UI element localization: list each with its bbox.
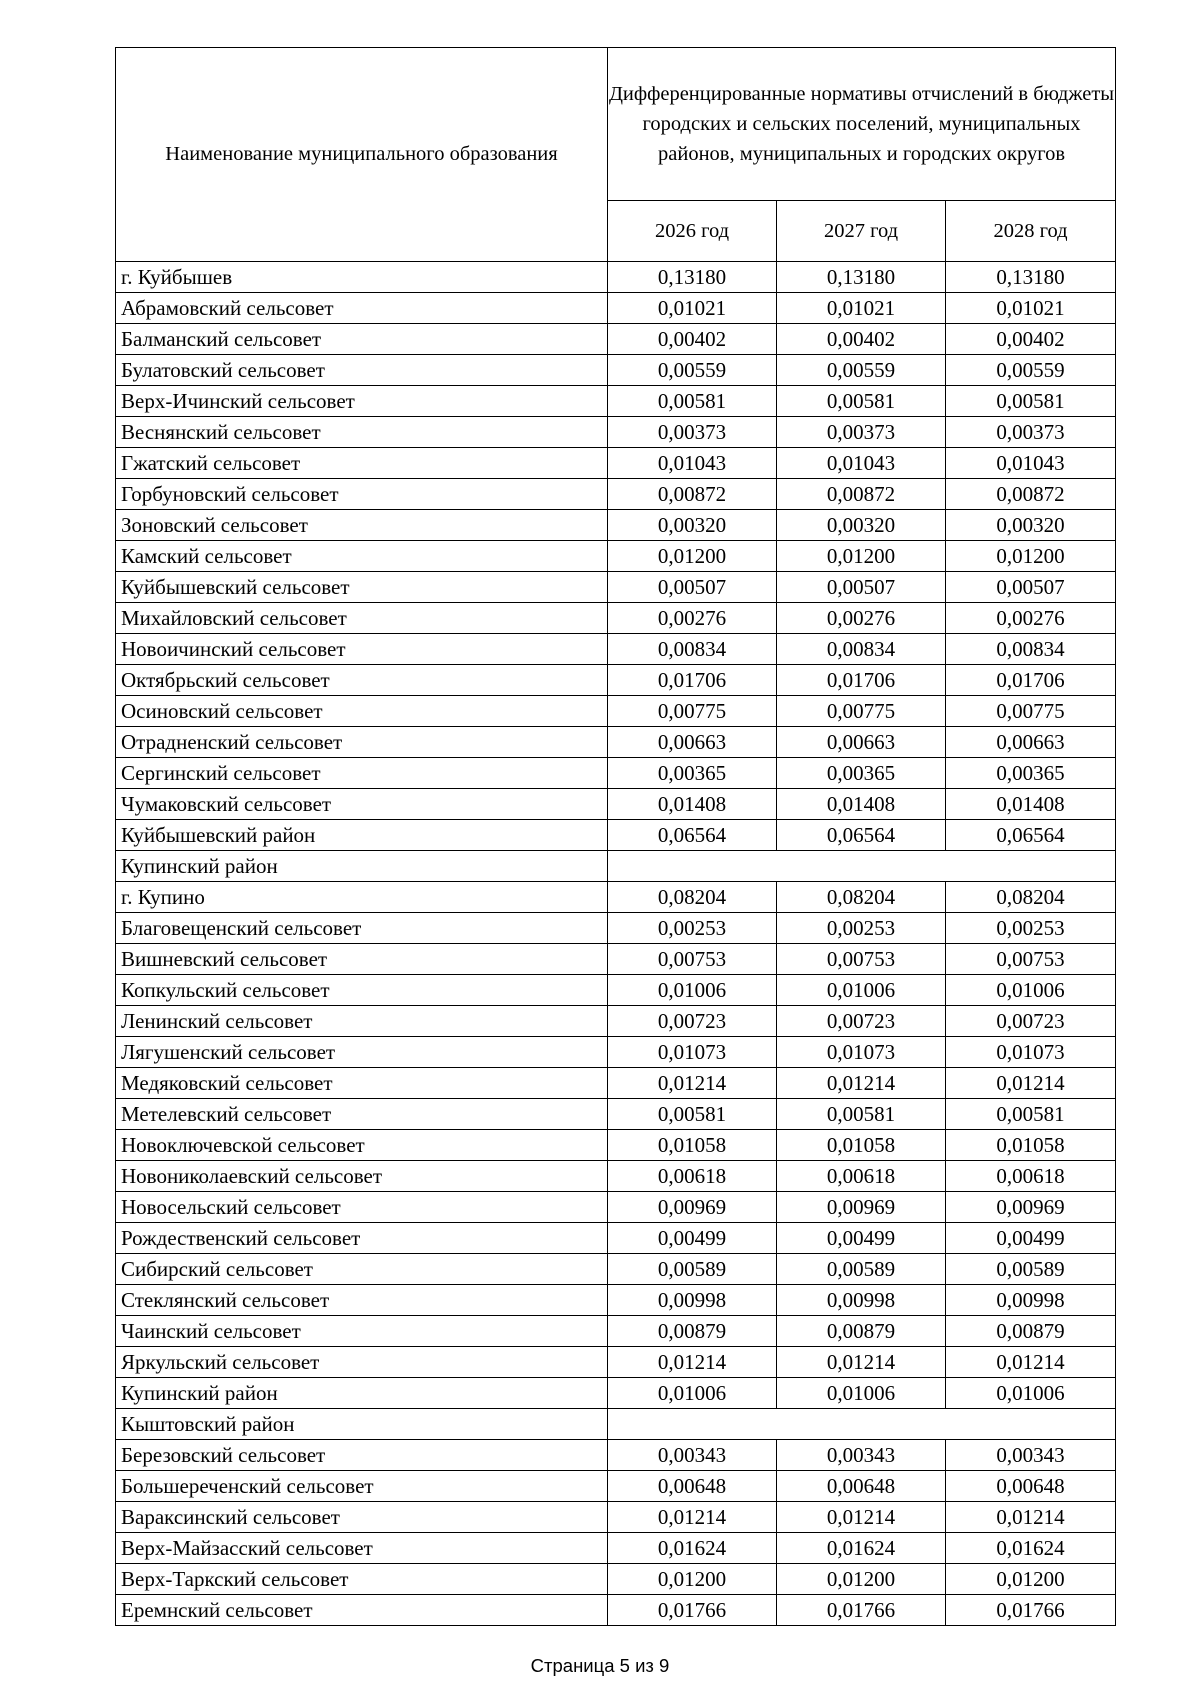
value-2028: 0,01624 bbox=[946, 1533, 1116, 1564]
value-2026: 0,01200 bbox=[608, 541, 777, 572]
table-row bbox=[116, 417, 1116, 448]
municipality-name: Сибирский сельсовет bbox=[116, 1254, 608, 1285]
municipality-name: Рождественский сельсовет bbox=[116, 1223, 608, 1254]
municipality-name: Куйбышевский район bbox=[116, 820, 608, 851]
value-2026: 0,06564 bbox=[608, 820, 777, 851]
table-row bbox=[116, 882, 1116, 913]
value-2027: 0,01043 bbox=[777, 448, 946, 479]
municipality-name: Михайловский сельсовет bbox=[116, 603, 608, 634]
municipality-name: Большереченский сельсовет bbox=[116, 1471, 608, 1502]
value-2027: 0,01214 bbox=[777, 1068, 946, 1099]
value-2027: 0,01058 bbox=[777, 1130, 946, 1161]
value-2026: 0,00872 bbox=[608, 479, 777, 510]
value-2028: 0,00402 bbox=[946, 324, 1116, 355]
table-row bbox=[116, 1502, 1116, 1533]
value-2026: 0,00320 bbox=[608, 510, 777, 541]
municipality-name: Новосельский сельсовет bbox=[116, 1192, 608, 1223]
value-2027: 0,00998 bbox=[777, 1285, 946, 1316]
value-2026: 0,01021 bbox=[608, 293, 777, 324]
value-2027: 0,00581 bbox=[777, 386, 946, 417]
value-2028: 0,06564 bbox=[946, 820, 1116, 851]
municipality-name: г. Купино bbox=[116, 882, 608, 913]
value-2026: 0,01706 bbox=[608, 665, 777, 696]
table-row bbox=[116, 944, 1116, 975]
value-2027: 0,00276 bbox=[777, 603, 946, 634]
value-2026: 0,00998 bbox=[608, 1285, 777, 1316]
section-row bbox=[116, 851, 1116, 882]
table-row bbox=[116, 975, 1116, 1006]
municipality-name: Еремнский сельсовет bbox=[116, 1595, 608, 1626]
table-row bbox=[116, 510, 1116, 541]
value-2028: 0,00507 bbox=[946, 572, 1116, 603]
value-2027: 0,00872 bbox=[777, 479, 946, 510]
value-2027: 0,00663 bbox=[777, 727, 946, 758]
table-row bbox=[116, 541, 1116, 572]
municipality-name: Лягушенский сельсовет bbox=[116, 1037, 608, 1068]
value-2026: 0,00648 bbox=[608, 1471, 777, 1502]
value-2027: 0,01073 bbox=[777, 1037, 946, 1068]
value-2026: 0,00276 bbox=[608, 603, 777, 634]
value-2026: 0,00969 bbox=[608, 1192, 777, 1223]
value-2028: 0,00872 bbox=[946, 479, 1116, 510]
table-row bbox=[116, 572, 1116, 603]
municipality-name: Новониколаевский сельсовет bbox=[116, 1161, 608, 1192]
value-2028: 0,00581 bbox=[946, 386, 1116, 417]
table-row bbox=[116, 448, 1116, 479]
municipality-name: Копкульский сельсовет bbox=[116, 975, 608, 1006]
table-row bbox=[116, 1564, 1116, 1595]
table-row bbox=[116, 293, 1116, 324]
municipality-name: Новоичинский сельсовет bbox=[116, 634, 608, 665]
value-2027: 0,13180 bbox=[777, 262, 946, 293]
value-2026: 0,00343 bbox=[608, 1440, 777, 1471]
value-2026: 0,00499 bbox=[608, 1223, 777, 1254]
value-2026: 0,01766 bbox=[608, 1595, 777, 1626]
value-2028: 0,00879 bbox=[946, 1316, 1116, 1347]
value-2027: 0,00320 bbox=[777, 510, 946, 541]
table-row bbox=[116, 603, 1116, 634]
value-2028: 0,00723 bbox=[946, 1006, 1116, 1037]
value-2028: 0,00253 bbox=[946, 913, 1116, 944]
value-2028: 0,00559 bbox=[946, 355, 1116, 386]
value-2027: 0,00402 bbox=[777, 324, 946, 355]
value-2028: 0,00343 bbox=[946, 1440, 1116, 1471]
value-2027: 0,01200 bbox=[777, 1564, 946, 1595]
value-2028: 0,01214 bbox=[946, 1502, 1116, 1533]
value-2026: 0,01214 bbox=[608, 1502, 777, 1533]
value-2027: 0,00253 bbox=[777, 913, 946, 944]
table-row bbox=[116, 1130, 1116, 1161]
table-row bbox=[116, 758, 1116, 789]
value-2027: 0,01766 bbox=[777, 1595, 946, 1626]
value-2026: 0,00618 bbox=[608, 1161, 777, 1192]
header-year-2026: 2026 год bbox=[608, 201, 777, 262]
municipality-name: Гжатский сельсовет bbox=[116, 448, 608, 479]
value-2028: 0,01021 bbox=[946, 293, 1116, 324]
table-row bbox=[116, 634, 1116, 665]
value-2027: 0,01408 bbox=[777, 789, 946, 820]
value-2026: 0,00253 bbox=[608, 913, 777, 944]
value-2028: 0,01214 bbox=[946, 1347, 1116, 1378]
value-2028: 0,01006 bbox=[946, 1378, 1116, 1409]
value-2027: 0,01021 bbox=[777, 293, 946, 324]
value-2026: 0,01006 bbox=[608, 1378, 777, 1409]
table-row bbox=[116, 1378, 1116, 1409]
value-2027: 0,00343 bbox=[777, 1440, 946, 1471]
municipality-name: Березовский сельсовет bbox=[116, 1440, 608, 1471]
value-2028: 0,00969 bbox=[946, 1192, 1116, 1223]
value-2026: 0,01058 bbox=[608, 1130, 777, 1161]
section-empty-cell bbox=[608, 851, 1116, 882]
municipality-name: Чаинский сельсовет bbox=[116, 1316, 608, 1347]
value-2027: 0,00834 bbox=[777, 634, 946, 665]
value-2027: 0,00723 bbox=[777, 1006, 946, 1037]
table-row bbox=[116, 665, 1116, 696]
municipality-name: г. Куйбышев bbox=[116, 262, 608, 293]
table-row bbox=[116, 262, 1116, 293]
table-row bbox=[116, 355, 1116, 386]
table-row bbox=[116, 696, 1116, 727]
value-2028: 0,00834 bbox=[946, 634, 1116, 665]
municipality-name: Новоключевской сельсовет bbox=[116, 1130, 608, 1161]
municipality-name: Зоновский сельсовет bbox=[116, 510, 608, 541]
value-2026: 0,01073 bbox=[608, 1037, 777, 1068]
municipality-name: Осиновский сельсовет bbox=[116, 696, 608, 727]
municipality-name: Стеклянский сельсовет bbox=[116, 1285, 608, 1316]
table-row bbox=[116, 1254, 1116, 1285]
value-2027: 0,00879 bbox=[777, 1316, 946, 1347]
value-2028: 0,00581 bbox=[946, 1099, 1116, 1130]
value-2026: 0,00581 bbox=[608, 1099, 777, 1130]
value-2028: 0,00998 bbox=[946, 1285, 1116, 1316]
table-header bbox=[116, 48, 1116, 262]
table-row bbox=[116, 479, 1116, 510]
value-2028: 0,01043 bbox=[946, 448, 1116, 479]
value-2028: 0,00589 bbox=[946, 1254, 1116, 1285]
table-row bbox=[116, 1440, 1116, 1471]
value-2028: 0,00663 bbox=[946, 727, 1116, 758]
value-2026: 0,00775 bbox=[608, 696, 777, 727]
municipality-name: Веснянский сельсовет bbox=[116, 417, 608, 448]
municipality-name: Верх-Таркский сельсовет bbox=[116, 1564, 608, 1595]
municipality-name: Камский сельсовет bbox=[116, 541, 608, 572]
value-2027: 0,01200 bbox=[777, 541, 946, 572]
value-2026: 0,00753 bbox=[608, 944, 777, 975]
value-2026: 0,00723 bbox=[608, 1006, 777, 1037]
value-2028: 0,01408 bbox=[946, 789, 1116, 820]
value-2028: 0,00320 bbox=[946, 510, 1116, 541]
value-2027: 0,00581 bbox=[777, 1099, 946, 1130]
municipality-name: Метелевский сельсовет bbox=[116, 1099, 608, 1130]
value-2027: 0,00589 bbox=[777, 1254, 946, 1285]
value-2026: 0,00373 bbox=[608, 417, 777, 448]
municipality-name: Октябрьский сельсовет bbox=[116, 665, 608, 696]
table-row bbox=[116, 1316, 1116, 1347]
value-2026: 0,13180 bbox=[608, 262, 777, 293]
value-2028: 0,00276 bbox=[946, 603, 1116, 634]
table-row bbox=[116, 324, 1116, 355]
table-row bbox=[116, 1161, 1116, 1192]
value-2027: 0,00507 bbox=[777, 572, 946, 603]
value-2028: 0,01200 bbox=[946, 1564, 1116, 1595]
value-2026: 0,00581 bbox=[608, 386, 777, 417]
value-2027: 0,08204 bbox=[777, 882, 946, 913]
table-row bbox=[116, 1006, 1116, 1037]
section-empty-cell bbox=[608, 1409, 1116, 1440]
value-2026: 0,01624 bbox=[608, 1533, 777, 1564]
header-name-column: Наименование муниципального образования bbox=[116, 48, 608, 262]
value-2028: 0,00618 bbox=[946, 1161, 1116, 1192]
table-row bbox=[116, 1533, 1116, 1564]
header-year-2027: 2027 год bbox=[777, 201, 946, 262]
table-body bbox=[116, 262, 1116, 1626]
municipality-name: Абрамовский сельсовет bbox=[116, 293, 608, 324]
value-2026: 0,01214 bbox=[608, 1347, 777, 1378]
table-row bbox=[116, 1099, 1116, 1130]
table-row bbox=[116, 1471, 1116, 1502]
value-2027: 0,00969 bbox=[777, 1192, 946, 1223]
value-2028: 0,01766 bbox=[946, 1595, 1116, 1626]
value-2026: 0,00589 bbox=[608, 1254, 777, 1285]
value-2027: 0,00373 bbox=[777, 417, 946, 448]
municipality-name: Вараксинский сельсовет bbox=[116, 1502, 608, 1533]
value-2027: 0,00775 bbox=[777, 696, 946, 727]
value-2026: 0,00834 bbox=[608, 634, 777, 665]
value-2028: 0,00648 bbox=[946, 1471, 1116, 1502]
table-row bbox=[116, 1068, 1116, 1099]
table-row bbox=[116, 727, 1116, 758]
municipality-name: Горбуновский сельсовет bbox=[116, 479, 608, 510]
municipality-name: Вишневский сельсовет bbox=[116, 944, 608, 975]
municipality-name: Балманский сельсовет bbox=[116, 324, 608, 355]
value-2026: 0,01214 bbox=[608, 1068, 777, 1099]
municipality-name: Чумаковский сельсовет bbox=[116, 789, 608, 820]
municipality-name: Купинский район bbox=[116, 1378, 608, 1409]
table-row bbox=[116, 1285, 1116, 1316]
value-2027: 0,01006 bbox=[777, 1378, 946, 1409]
table-row bbox=[116, 820, 1116, 851]
value-2026: 0,00402 bbox=[608, 324, 777, 355]
value-2028: 0,00753 bbox=[946, 944, 1116, 975]
municipality-name: Благовещенский сельсовет bbox=[116, 913, 608, 944]
value-2028: 0,13180 bbox=[946, 262, 1116, 293]
value-2028: 0,01006 bbox=[946, 975, 1116, 1006]
value-2027: 0,06564 bbox=[777, 820, 946, 851]
value-2027: 0,00753 bbox=[777, 944, 946, 975]
section-title: Кыштовский район bbox=[116, 1409, 608, 1440]
table-row bbox=[116, 913, 1116, 944]
value-2027: 0,01006 bbox=[777, 975, 946, 1006]
section-title: Купинский район bbox=[116, 851, 608, 882]
value-2027: 0,01624 bbox=[777, 1533, 946, 1564]
value-2026: 0,00365 bbox=[608, 758, 777, 789]
section-row bbox=[116, 1409, 1116, 1440]
value-2028: 0,01706 bbox=[946, 665, 1116, 696]
value-2026: 0,00663 bbox=[608, 727, 777, 758]
value-2028: 0,08204 bbox=[946, 882, 1116, 913]
municipality-name: Ленинский сельсовет bbox=[116, 1006, 608, 1037]
value-2027: 0,01706 bbox=[777, 665, 946, 696]
value-2027: 0,00559 bbox=[777, 355, 946, 386]
value-2027: 0,00365 bbox=[777, 758, 946, 789]
value-2028: 0,01200 bbox=[946, 541, 1116, 572]
value-2026: 0,01043 bbox=[608, 448, 777, 479]
value-2026: 0,01200 bbox=[608, 1564, 777, 1595]
table-row bbox=[116, 1037, 1116, 1068]
value-2027: 0,00499 bbox=[777, 1223, 946, 1254]
value-2027: 0,01214 bbox=[777, 1502, 946, 1533]
value-2028: 0,00775 bbox=[946, 696, 1116, 727]
municipality-name: Сергинский сельсовет bbox=[116, 758, 608, 789]
municipality-name: Медяковский сельсовет bbox=[116, 1068, 608, 1099]
table-row bbox=[116, 1223, 1116, 1254]
table-row bbox=[116, 1595, 1116, 1626]
allocation-norms-table bbox=[115, 47, 1116, 1626]
header-year-2028: 2028 год bbox=[946, 201, 1116, 262]
municipality-name: Яркульский сельсовет bbox=[116, 1347, 608, 1378]
value-2028: 0,00499 bbox=[946, 1223, 1116, 1254]
value-2027: 0,00648 bbox=[777, 1471, 946, 1502]
table-row bbox=[116, 386, 1116, 417]
value-2028: 0,01073 bbox=[946, 1037, 1116, 1068]
page-number: Страница 5 из 9 bbox=[530, 1655, 670, 1676]
table-row bbox=[116, 789, 1116, 820]
municipality-name: Верх-Майзасский сельсовет bbox=[116, 1533, 608, 1564]
value-2028: 0,01058 bbox=[946, 1130, 1116, 1161]
value-2026: 0,00559 bbox=[608, 355, 777, 386]
value-2026: 0,08204 bbox=[608, 882, 777, 913]
value-2026: 0,01408 bbox=[608, 789, 777, 820]
municipality-name: Булатовский сельсовет bbox=[116, 355, 608, 386]
value-2027: 0,00618 bbox=[777, 1161, 946, 1192]
value-2028: 0,01214 bbox=[946, 1068, 1116, 1099]
header-main-title: Дифференцированные нормативы отчислений в бюджеты городских и сельских поселений, муниципальных районов, муниципальных и городских округов bbox=[608, 48, 1116, 201]
table-row bbox=[116, 1192, 1116, 1223]
value-2028: 0,00373 bbox=[946, 417, 1116, 448]
municipality-name: Куйбышевский сельсовет bbox=[116, 572, 608, 603]
value-2027: 0,01214 bbox=[777, 1347, 946, 1378]
municipality-name: Верх-Ичинский сельсовет bbox=[116, 386, 608, 417]
value-2026: 0,00507 bbox=[608, 572, 777, 603]
municipality-name: Отрадненский сельсовет bbox=[116, 727, 608, 758]
value-2026: 0,00879 bbox=[608, 1316, 777, 1347]
value-2028: 0,00365 bbox=[946, 758, 1116, 789]
value-2026: 0,01006 bbox=[608, 975, 777, 1006]
table-row bbox=[116, 1347, 1116, 1378]
